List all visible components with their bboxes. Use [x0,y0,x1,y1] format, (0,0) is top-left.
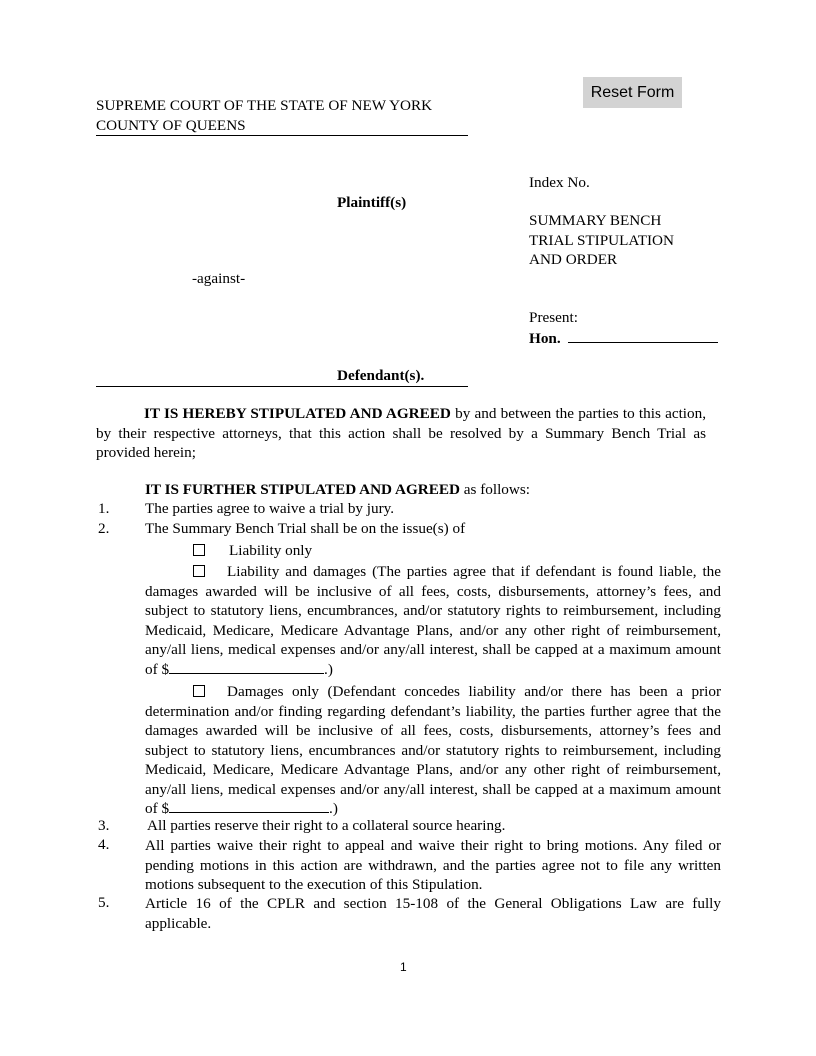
damages-only-cap-field[interactable] [169,799,329,813]
judge-name-field[interactable] [568,328,718,343]
item1-text: The parties agree to waive a trial by jury. [145,500,395,517]
court-name: SUPREME COURT OF THE STATE OF NEW YORK [96,97,433,114]
further-text: as follows: [459,481,530,498]
doc-title-line2: TRIAL STIPULATION [529,232,674,249]
liability-damages-text: Liability and damages (The parties agree that if defendant is found liable, the damages awarded will be inclusive of all fees, costs, disbursements, attorney’s fees, and subject to statutory liens, encumbrances, and/or statutory rights to reimbursement, including Medicaid, Medicare, Medicare Advantage Plans, and/or any other right of reimbursement, any/all liens, medical expenses and/or any/all interest, shall be capped at a maximum amount of $ [145,563,721,678]
page-number: 1 [400,960,407,974]
against-label: -against- [192,270,246,287]
item4-text: All parties waive their right to appeal and waive their right to bring motions. Any filed or pending motions in this action are withdrawn, and the parties agree not to file any written motions subsequent to the execution of this Stipulation. [145,837,721,893]
hon-label: Hon. [529,330,561,347]
item4-number: 4. [98,836,110,853]
present-label: Present: [529,309,578,326]
doc-title-line1: SUMMARY BENCH [529,212,662,229]
liability-damages-cap-field[interactable] [169,660,324,674]
item5-text: Article 16 of the CPLR and section 15-108 of the General Obligations Law are fully applicable. [145,895,721,932]
judge-line [529,328,718,348]
liability-only-checkbox[interactable] [193,544,205,556]
index-label: Index No. [529,174,590,191]
further-paragraph [145,481,530,499]
option-liability-only [193,542,312,560]
item2-text: The Summary Bench Trial shall be on the issue(s) of [145,520,466,537]
county-name: COUNTY OF QUEENS [96,117,468,136]
liability-only-label: Liability only [229,542,313,559]
option-liability-and-damages [145,562,721,679]
liability-damages-checkbox[interactable] [193,565,205,577]
further-heading: IT IS FURTHER STIPULATED AND AGREED [145,481,460,498]
liability-damages-end: .) [324,660,333,678]
reset-form-button[interactable]: Reset Form [583,77,682,108]
item3-text: All parties reserve their right to a collateral source hearing. [147,817,506,834]
damages-only-checkbox[interactable] [193,685,205,697]
item3-number: 3. [98,817,110,834]
item5-number: 5. [98,894,110,911]
item2-number: 2. [98,520,110,537]
damages-only-end: .) [329,800,338,817]
plaintiff-label: Plaintiff(s) [337,194,407,211]
damages-only-text: Damages only (Defendant concedes liability and/or there has been a prior determination and/or finding regarding defendant’s liability, the parties further agree that the damages awarded will be inclusive of all fees, costs, disbursements, attorney’s fees and subject to statutory liens, encumbrances and/or statutory rights to reimbursement, including Medicaid, Medicare, Medicare Advantage Plans, and/or any other right of reimbursement, any/all liens, medical expenses and/or any/all interest, shall be capped at a maximum amount of $ [145,683,721,817]
defendant-label: Defendant(s). [337,367,425,384]
stipulation-text: by and between the parties to this action, by their respective attorneys, that this action shall be resolved by a Summary Bench Trial as provided herein; [96,405,706,461]
item1-number: 1. [98,500,110,517]
stipulation-heading: IT IS HEREBY STIPULATED AND AGREED [144,405,451,422]
stipulation-paragraph [96,404,706,463]
doc-title-line3: AND ORDER [529,251,618,268]
option-damages-only [145,682,721,819]
